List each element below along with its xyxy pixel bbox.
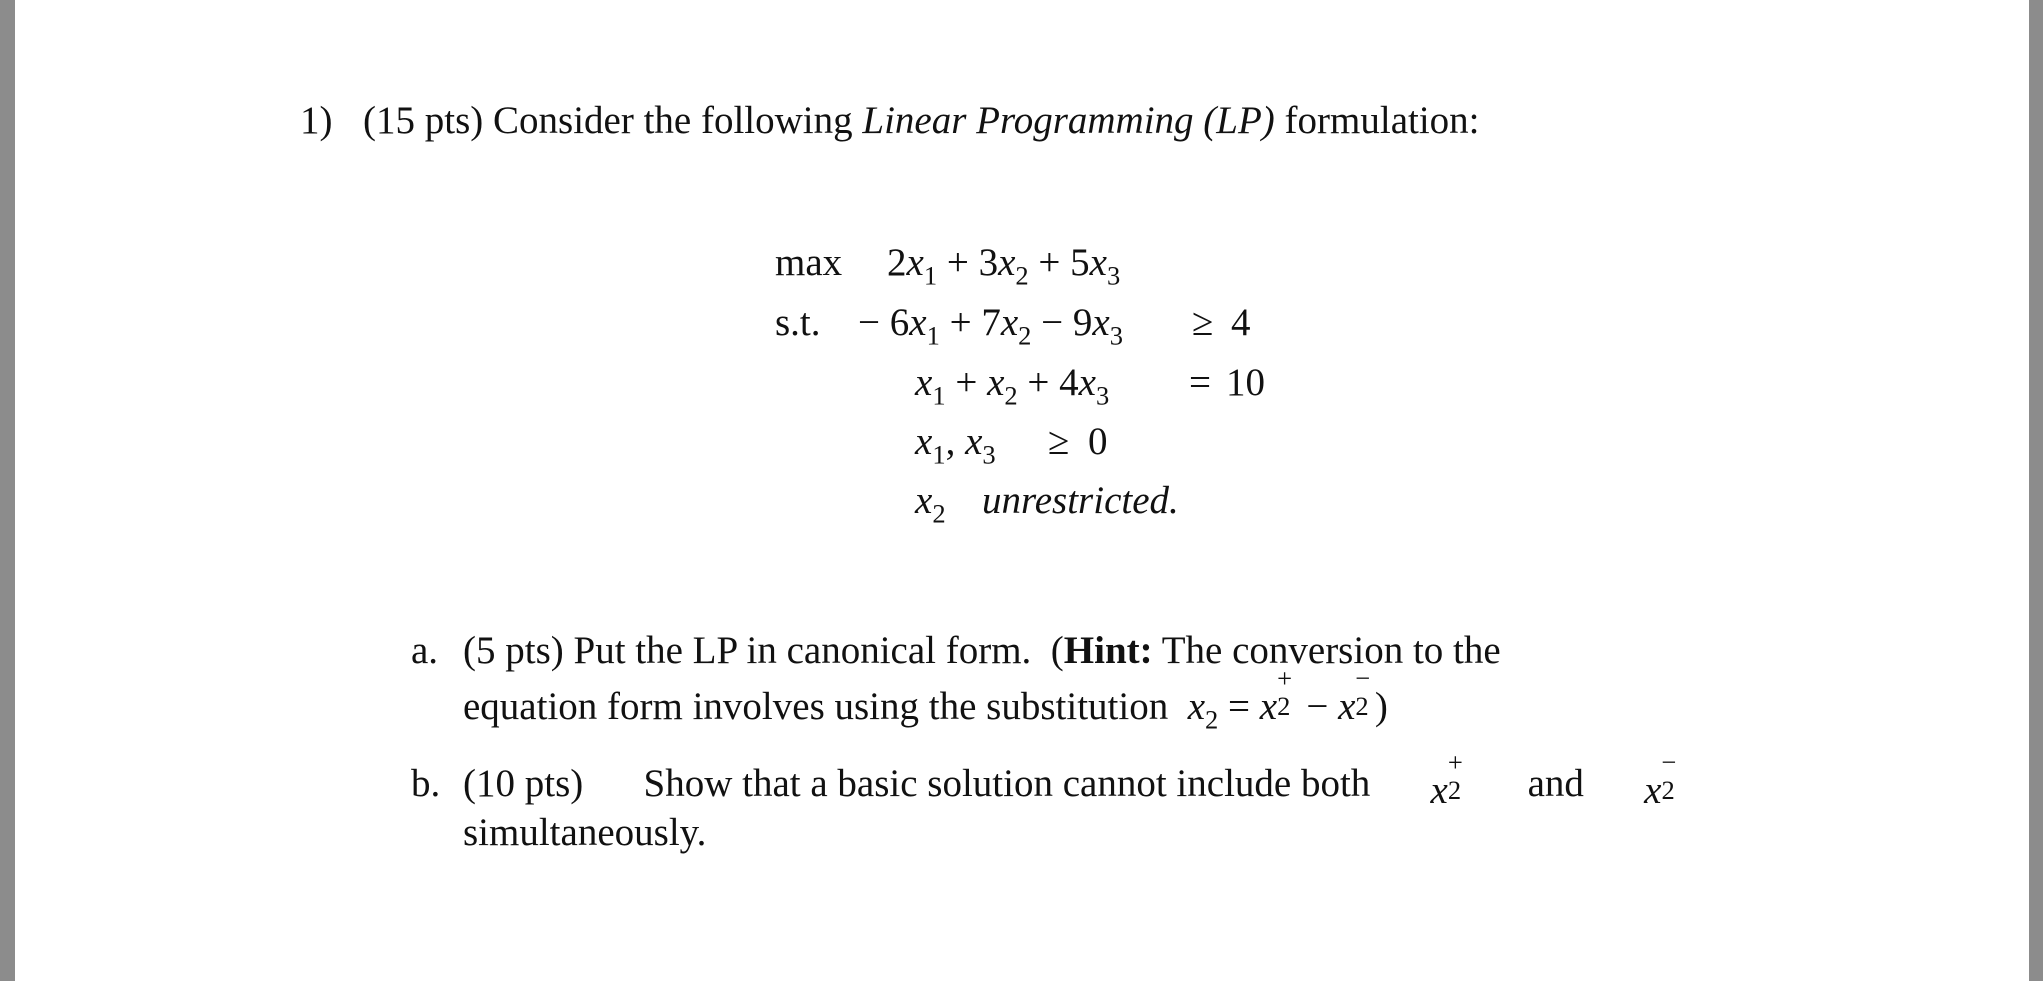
part-a-hint-text: The conversion to the bbox=[1161, 629, 1501, 672]
part-b-line-1 bbox=[463, 747, 1681, 812]
part-a-text: Put the LP in canonical form. bbox=[573, 629, 1032, 672]
question-points: (15 pts) bbox=[363, 99, 484, 142]
question-stem-text: Consider the following bbox=[493, 99, 853, 142]
part-b-var-minus: x − 2 bbox=[1644, 747, 1677, 812]
page-edge-right bbox=[2029, 0, 2043, 981]
part-a-line-2 bbox=[463, 663, 1388, 735]
part-b-var-plus: x + 2 bbox=[1430, 747, 1463, 812]
part-b-text: Show that a basic solution cannot include both bbox=[643, 762, 1371, 805]
objective-expression: $2x_1 + 3x_2 + 5x_3$ bbox=[887, 241, 1121, 291]
constraint-3-rhs: 0 bbox=[1088, 420, 1108, 463]
part-a-text-2: equation form involves using the substitution bbox=[463, 685, 1169, 728]
constraint-1-lhs: − $6x_1 + 7x_2 - 9x_3$ bbox=[858, 301, 1123, 351]
part-b-line-2: simultaneously. bbox=[463, 811, 707, 854]
constraint-1-relation: ≥ bbox=[1192, 301, 1214, 344]
constraint-4-rhs: unrestricted. bbox=[982, 479, 1179, 522]
part-b-conj: and bbox=[1527, 762, 1584, 805]
question-stem-italic: Linear Programming (LP) bbox=[862, 99, 1275, 142]
constraint-2-rhs: 10 bbox=[1226, 361, 1265, 404]
question-stem-end: formulation: bbox=[1284, 99, 1480, 142]
part-a-formula: $x_2 = x$ + 2 − x − 2 ) bbox=[1187, 663, 1388, 735]
part-a-line-1: (5 pts) Put the LP in canonical form. (Hint: The conversion to the bbox=[463, 629, 1501, 672]
part-b-points: (10 pts) bbox=[463, 762, 584, 805]
part-b-label: b. bbox=[411, 762, 441, 805]
part-a-label: a. bbox=[411, 629, 439, 672]
objective-keyword: max bbox=[775, 241, 843, 284]
part-a-hint-label: Hint: bbox=[1063, 629, 1153, 672]
part-a-points: (5 pts) bbox=[463, 629, 564, 672]
question-number: 1) bbox=[300, 99, 333, 142]
constraint-1-rhs: 4 bbox=[1231, 301, 1251, 344]
constraint-3-relation: ≥ bbox=[1048, 420, 1070, 463]
constraint-2-relation: = bbox=[1189, 361, 1211, 404]
question-stem bbox=[363, 101, 1480, 140]
st-keyword: s.t. bbox=[775, 301, 821, 344]
constraint-4-lhs: $x_2$ bbox=[915, 479, 946, 529]
constraint-2-lhs: $x_1 + x_2 + 4x_3$ bbox=[915, 361, 1110, 411]
constraint-3-lhs: $x_1$, $x_3$ bbox=[915, 420, 996, 470]
page-edge-left bbox=[0, 0, 15, 981]
